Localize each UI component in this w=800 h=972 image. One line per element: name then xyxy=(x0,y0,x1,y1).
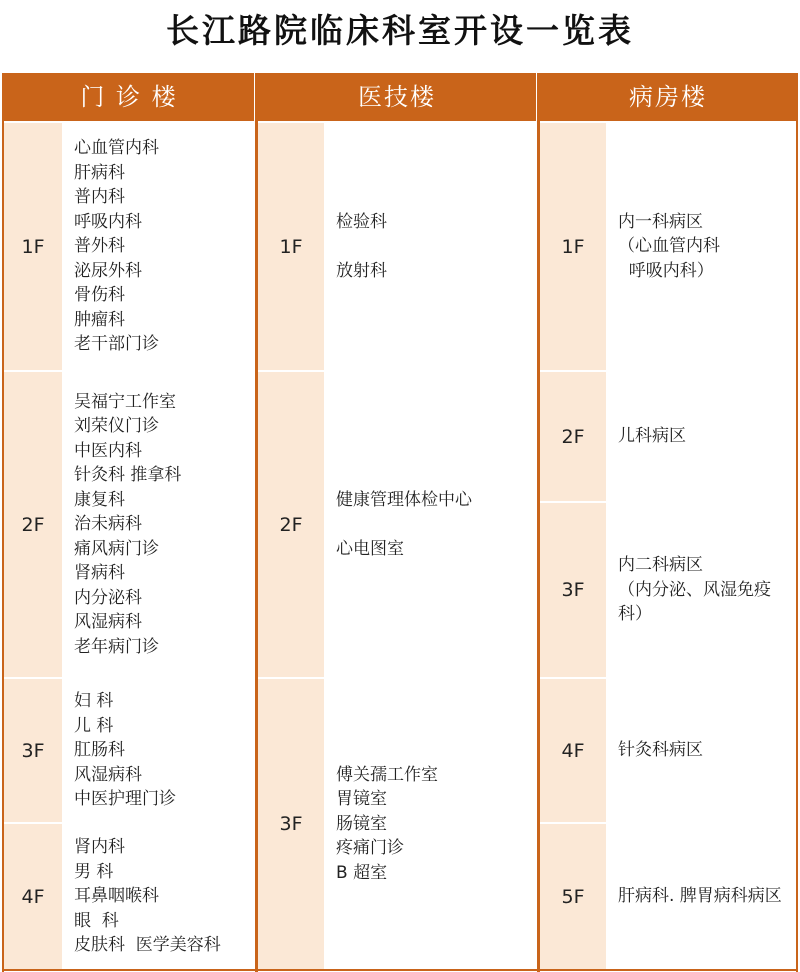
department-item: 肿瘤科 xyxy=(74,309,125,330)
department-list xyxy=(608,123,796,370)
floor-label: 1F xyxy=(258,123,324,370)
department-item: （心血管内科 xyxy=(618,236,720,257)
department-item: 康复科 xyxy=(74,489,125,510)
department-item: 儿 科 xyxy=(74,715,114,736)
spacer xyxy=(336,234,536,259)
department-list xyxy=(326,679,536,969)
table-border-bottom xyxy=(2,969,798,971)
column-ward-building xyxy=(540,73,796,972)
department-item: 放射科 xyxy=(336,260,387,281)
department-item: 呼吸内科） xyxy=(618,260,714,281)
department-item: 检验科 xyxy=(336,211,387,232)
department-item: 老年病门诊 xyxy=(74,636,159,657)
department-item: 内分泌科 xyxy=(74,587,142,608)
department-item: 心血管内科 xyxy=(74,138,159,159)
column-header-ward: 病房楼 xyxy=(540,73,796,121)
floor-label: 4F xyxy=(540,679,606,822)
department-item: 痛风病门诊 xyxy=(74,538,159,559)
department-item: 妇 科 xyxy=(74,691,114,712)
table-border-left xyxy=(2,73,4,972)
department-item: 皮肤科 医学美容科 xyxy=(74,935,221,956)
department-item: 儿科病区 xyxy=(618,426,686,447)
department-item: 肾内科 xyxy=(74,837,125,858)
department-item: 骨伤科 xyxy=(74,285,125,306)
department-item: 内一科病区 xyxy=(618,211,703,232)
department-list xyxy=(326,372,536,677)
floor-label: 3F xyxy=(540,503,606,677)
department-item: 男 科 xyxy=(74,861,114,882)
department-item: 吴福宁工作室 xyxy=(74,391,176,412)
department-item: 普外科 xyxy=(74,236,125,257)
floor-label: 2F xyxy=(4,372,62,677)
department-list xyxy=(608,679,796,822)
department-list xyxy=(64,123,254,370)
column-outpatient-building xyxy=(4,73,254,972)
spacer xyxy=(336,512,536,537)
department-list xyxy=(64,372,254,677)
department-list xyxy=(608,503,796,677)
department-item: 眼 科 xyxy=(74,910,119,931)
department-item: 肝病科 xyxy=(74,162,125,183)
table-border-divider xyxy=(537,73,540,972)
department-item: 刘荣仪门诊 xyxy=(74,416,159,437)
page-title: 长江路院临床科室开设一览表 xyxy=(166,11,634,50)
department-item: 老干部门诊 xyxy=(74,334,159,355)
department-list xyxy=(326,123,536,370)
department-item: 科） xyxy=(618,604,652,625)
department-item: 健康管理体检中心 xyxy=(336,489,472,510)
floor-label: 4F xyxy=(4,824,62,969)
department-item: 泌尿外科 xyxy=(74,260,142,281)
floor-label: 3F xyxy=(4,679,62,822)
column-medtech-building xyxy=(258,73,536,972)
department-item: 内二科病区 xyxy=(618,555,703,576)
department-item: 肠镜室 xyxy=(336,813,387,834)
floor-label: 1F xyxy=(540,123,606,370)
department-item: 针灸科 推拿科 xyxy=(74,465,182,486)
department-item: 耳鼻咽喉科 xyxy=(74,886,159,907)
department-item: （内分泌、风湿免疫 xyxy=(618,579,771,600)
department-item: 中医护理门诊 xyxy=(74,789,176,810)
department-list xyxy=(64,824,254,969)
department-item: 胃镜室 xyxy=(336,789,387,810)
department-item: 呼吸内科 xyxy=(74,211,142,232)
floor-label: 2F xyxy=(258,372,324,677)
department-list xyxy=(608,824,796,969)
department-item: 傅关孺工作室 xyxy=(336,764,438,785)
department-item: 普内科 xyxy=(74,187,125,208)
column-header-medtech: 医技楼 xyxy=(258,73,536,121)
floor-label: 1F xyxy=(4,123,62,370)
department-list xyxy=(608,372,796,501)
department-item: 肛肠科 xyxy=(74,740,125,761)
floor-label: 5F xyxy=(540,824,606,969)
department-item: 治未病科 xyxy=(74,514,142,535)
department-item: 疼痛门诊 xyxy=(336,838,404,859)
department-item: 风湿病科 xyxy=(74,764,142,785)
floor-label: 3F xyxy=(258,679,324,969)
table-border-right xyxy=(796,73,798,972)
column-header-outpatient: 门 诊 楼 xyxy=(4,73,254,121)
department-item: 肾病科 xyxy=(74,563,125,584)
floor-label: 2F xyxy=(540,372,606,501)
department-list xyxy=(64,679,254,822)
department-item: 针灸科病区 xyxy=(618,740,703,761)
department-item: 肝病科. 脾胃病科病区 xyxy=(618,886,782,907)
table-border-divider xyxy=(255,73,258,972)
department-item: 心电图室 xyxy=(336,538,404,559)
department-item: 中医内科 xyxy=(74,440,142,461)
department-item: 风湿病科 xyxy=(74,612,142,633)
department-item: B 超室 xyxy=(336,862,388,883)
